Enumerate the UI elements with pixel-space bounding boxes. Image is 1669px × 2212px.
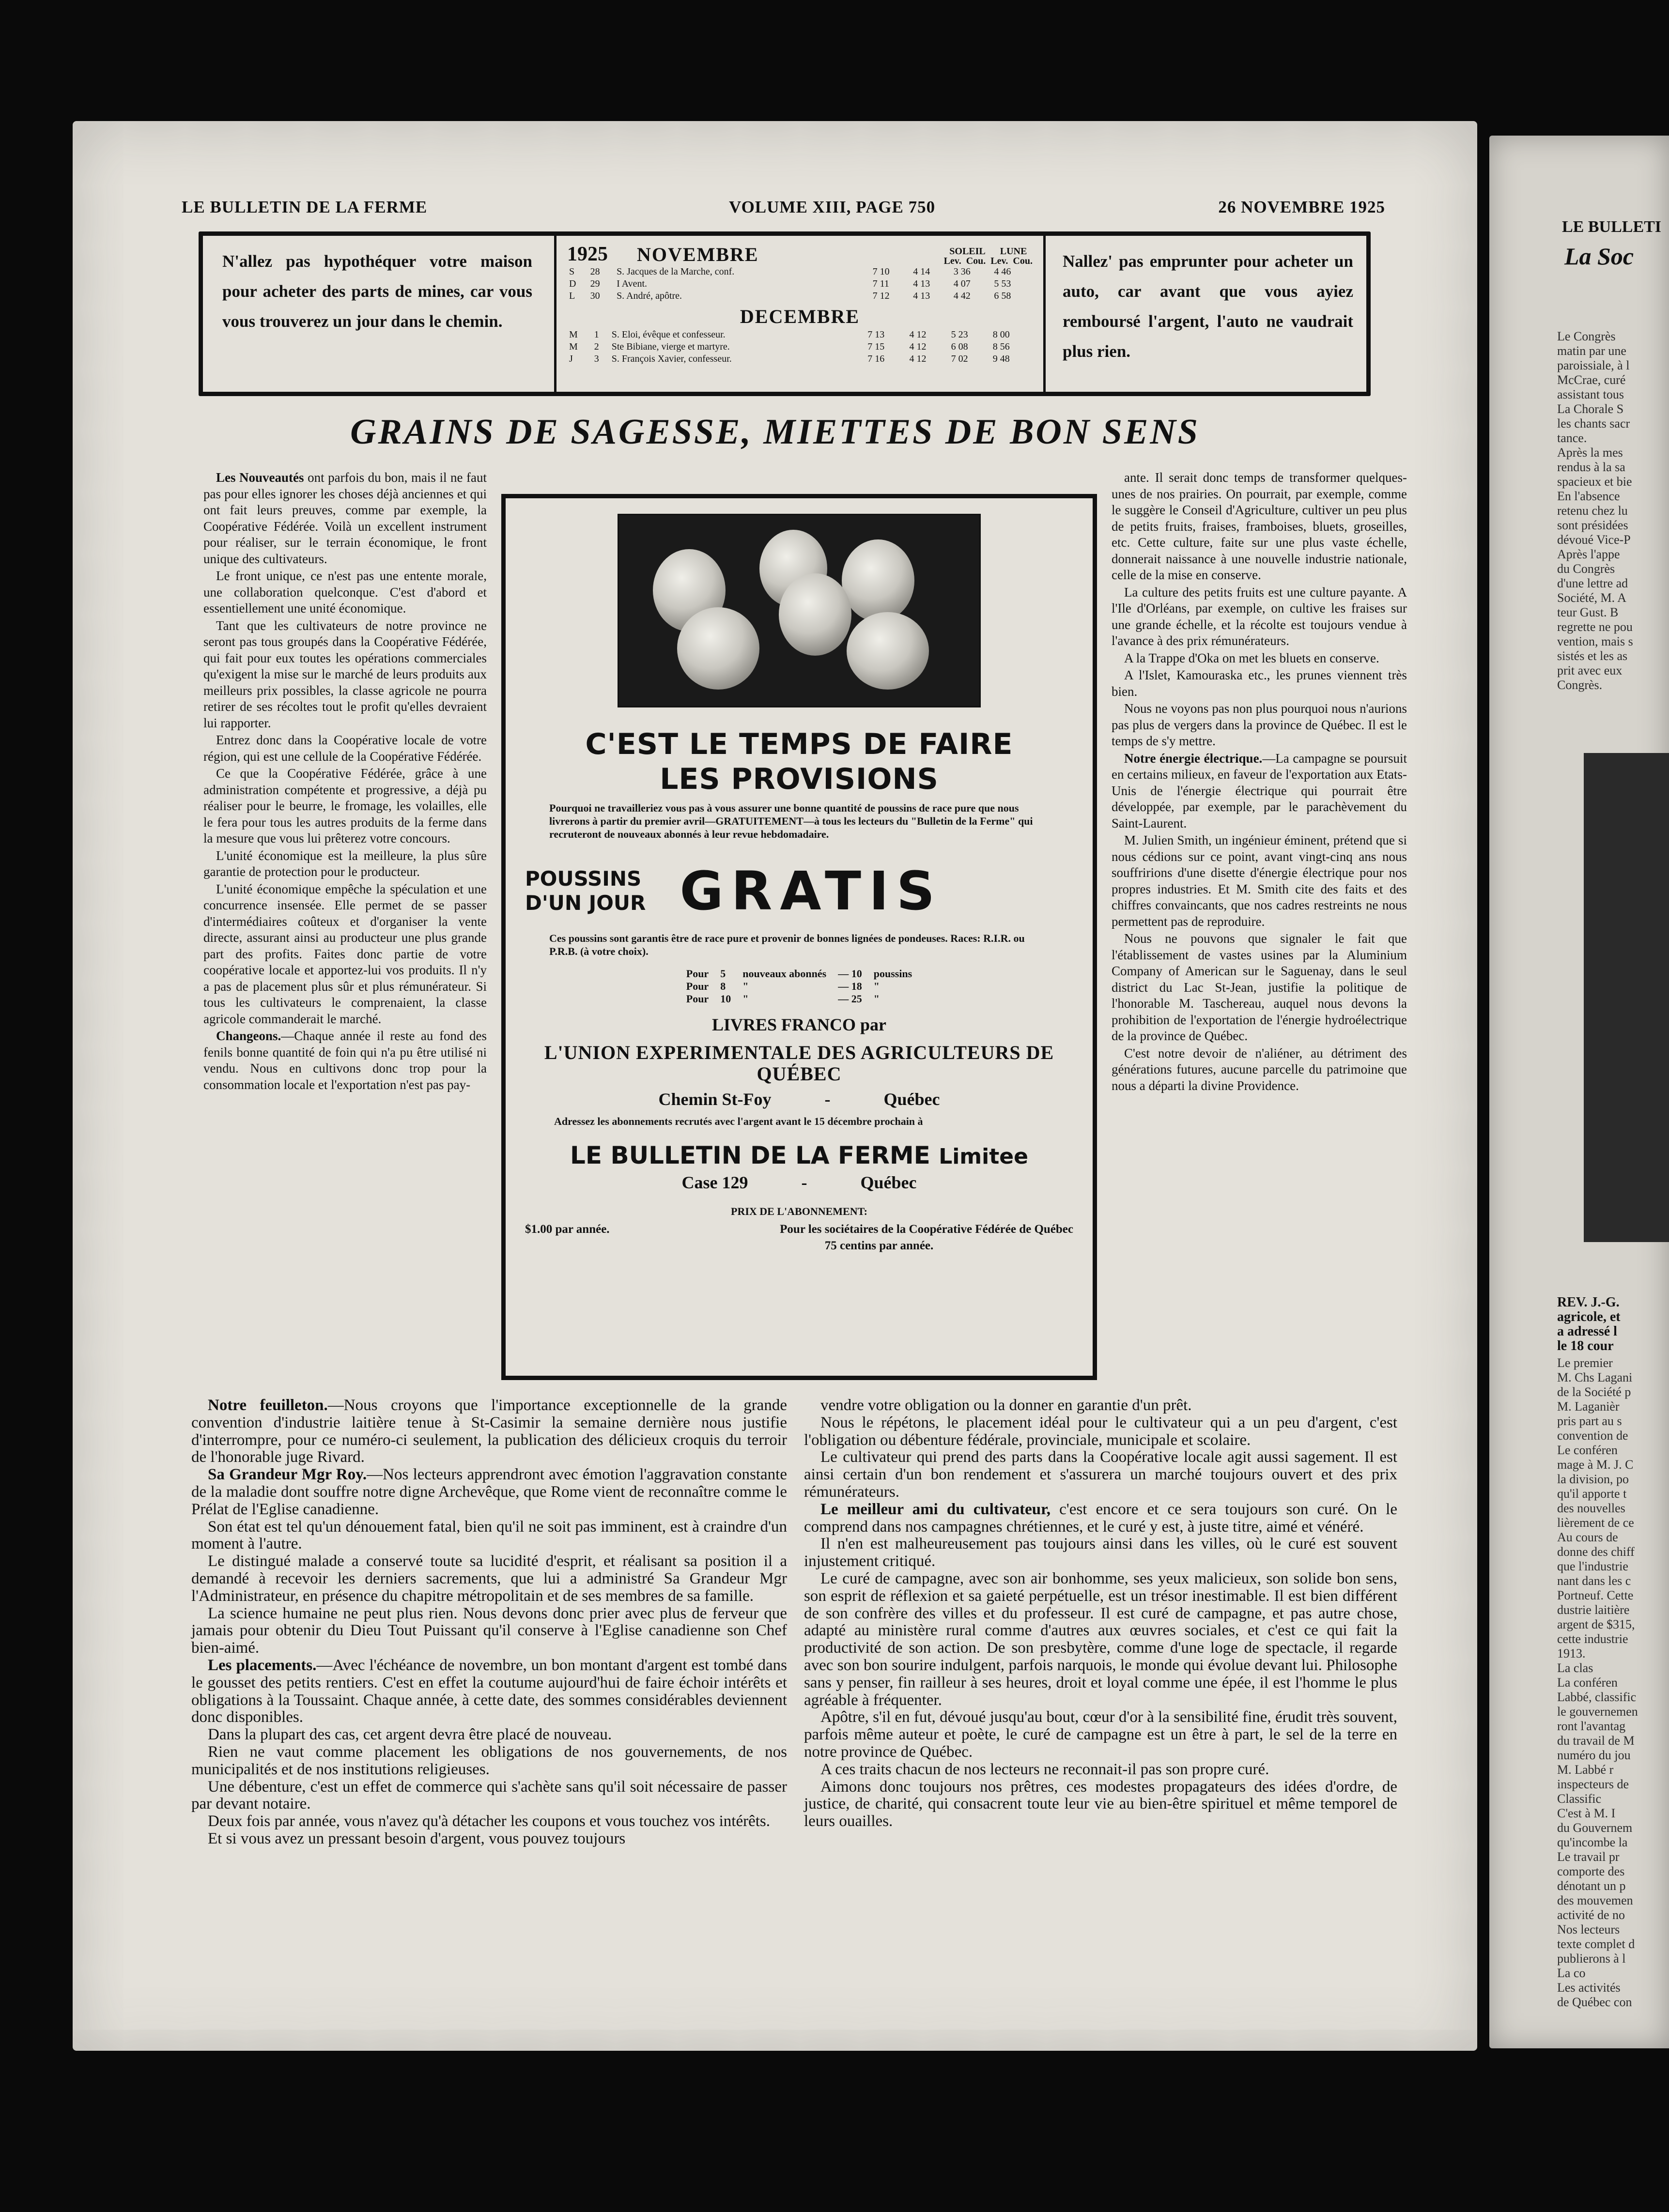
- calendar-cell: 4 42: [953, 291, 971, 301]
- limitee: Limitee: [939, 1144, 1028, 1169]
- lower-right-paragraph-text: Il n'en est malheureusement pas toujours ainsi dans les villes, où le curé est souvent injustement critiqué.: [804, 1535, 1397, 1570]
- next-page-line: Classific: [1557, 1792, 1601, 1806]
- next-page-line: que l'industrie: [1557, 1559, 1628, 1573]
- lower-left-paragraph: [191, 1779, 787, 1813]
- calendar-cell: 3: [594, 353, 599, 364]
- calendar-cell: 29: [590, 278, 600, 289]
- next-page-line: mage à M. J. C: [1557, 1458, 1634, 1472]
- next-page-line: tance.: [1557, 431, 1587, 445]
- next-page-line: Les activités: [1557, 1981, 1621, 1995]
- right-column-paragraph-text: Nous ne voyons pas non plus pourquoi nous n'aurions pas plus de vergers dans la province de Québec. Il est le temps de s'y mettre.: [1112, 701, 1407, 748]
- next-page-line: spacieux et bie: [1557, 475, 1632, 489]
- next-page-line: d'une lettre ad: [1557, 576, 1628, 590]
- right-column-paragraph-text: A l'Islet, Kamouraska etc., les prunes viennent très bien.: [1112, 668, 1407, 699]
- lower-left-paragraph: [191, 1397, 787, 1466]
- offer-cell: 5: [720, 968, 726, 980]
- lower-right-column: [804, 1397, 1397, 1830]
- next-page-line: comporte des: [1557, 1864, 1625, 1878]
- right-column-paragraph-text: M. Julien Smith, un ingénieur éminent, prétend que si nous cédions sur ce point, avant vingt-cinq ans nous souffririons d'une disette d'énergie électrique pour nos propres industries. Et M. Smith cite des faits et des chiffres convaincants, que nos cadres restreints ne nous permettent pas de reproduire.: [1112, 833, 1407, 929]
- calendar-month-2: DECEMBRE: [740, 306, 860, 327]
- offer-cell: — 10: [838, 968, 862, 980]
- calendar-row: [567, 341, 1033, 353]
- calendar-cell: 4 12: [909, 341, 927, 352]
- calendar-cell: 1: [594, 329, 599, 340]
- ad-intro: Pourquoi ne travailleriez vous pas à vous assurer une bonne quantité de poussins de race pure que nous livrerons à partir du premier avril—GRATUITEMENT—à tous les lecteurs du "Bulletin de la Ferme" qui recruteront de nouveaux abonnés à leur revue hebdomadaire.: [549, 802, 1033, 840]
- next-page-line: inspecteurs de: [1557, 1777, 1629, 1791]
- lower-left-paragraph-text: Rien ne vaut comme placement les obligations de nos gouvernements, de nos municipalités et de nos institutions religieuses.: [191, 1743, 787, 1778]
- lower-left-paragraph: [191, 1553, 787, 1605]
- right-column-paragraph: [1112, 667, 1407, 700]
- lower-right-paragraph: [804, 1779, 1397, 1830]
- next-page-line: M. Laganièr: [1557, 1399, 1620, 1413]
- next-page-line: qu'il apporte t: [1557, 1487, 1627, 1501]
- lower-right-paragraph-text: Le cultivateur qui prend des parts dans la Coopérative locale agit aussi sagement. Il est ainsi certain d'un bon rendement et s'assurera un marché toujours ouvert et des prix rémunérateurs.: [804, 1448, 1397, 1501]
- next-page-line: numéro du jou: [1557, 1748, 1631, 1762]
- lower-left-paragraph-text: Le distingué malade a conservé toute sa lucidité d'esprit, et réalisant sa position il a demandé à recevoir les derniers sacrements, que lui a administré Sa Grandeur Mgr l'Administrateur, en présence du chapitre métropolitain et de ses membres de sa famille.: [191, 1552, 787, 1605]
- next-page-line: les chants sacr: [1557, 416, 1630, 430]
- next-page-line: la division, po: [1557, 1472, 1629, 1486]
- adjacent-page-edge: [1489, 136, 1669, 2048]
- masthead-date: 26 NOVEMBRE 1925: [1218, 198, 1385, 216]
- col-lev-1: Lev.: [943, 256, 961, 266]
- right-column-paragraph-text: Nous ne pouvons que signaler le fait que l'établissement de vastes usines par la Aluminium Company of American sur le Saguenay, dans le seul district du Lac St-Jean, justifie la politique de l'honorable M. Taschereau, auquel nous devons la prohibition de l'exportation de l'énergie hydroélectrique de la province de Québec.: [1112, 931, 1407, 1043]
- lower-left-paragraph-text: La science humaine ne peut plus rien. Nous devons donc prier avec plus de ferveur que jamais pour obtenir du Dieu Tout Puissant qu'il conserve à l'Eglise canadienne son Chef bien-aimé.: [191, 1604, 787, 1657]
- offer-cell: ": [873, 980, 880, 992]
- calendar-cell: 5 53: [994, 278, 1011, 289]
- next-page-line: Après la mes: [1557, 445, 1623, 460]
- next-page-line: Labbé, classific: [1557, 1690, 1637, 1704]
- right-column-paragraph-text: C'est notre devoir de n'aliéner, au détriment des générations futures, aucune parcelle du patrimoine que nous a départi la divine Providence.: [1112, 1045, 1407, 1093]
- calendar-cell: 3 36: [953, 266, 971, 277]
- next-page-line: de Québec con: [1557, 1995, 1632, 2009]
- calendar-cell: M: [569, 329, 578, 340]
- left-column-paragraph: [203, 470, 487, 567]
- calendar-row: [567, 353, 1033, 365]
- prix-line-3: 75 centins par année.: [824, 1239, 934, 1252]
- next-page-line: convention de: [1557, 1429, 1628, 1443]
- next-page-line: cette industrie: [1557, 1632, 1628, 1646]
- gratis: GRATIS: [680, 860, 943, 922]
- next-page-line: M. Chs Lagani: [1557, 1370, 1633, 1384]
- calendar-cell: 7 12: [872, 291, 890, 301]
- masthead: [182, 198, 1385, 219]
- offer-row: [680, 993, 918, 1005]
- ad-box: [501, 494, 1097, 1380]
- chemin: Chemin St-Foy: [658, 1090, 772, 1109]
- right-column-paragraph: [1112, 751, 1407, 832]
- lower-right-paragraph: [804, 1449, 1397, 1501]
- offer-cell: Pour: [686, 968, 709, 980]
- next-page-line: retenu chez lu: [1557, 504, 1628, 518]
- next-page-line: La clas: [1557, 1661, 1593, 1675]
- offer-cell: ": [742, 980, 749, 992]
- calendar-cell: 6 58: [994, 291, 1011, 301]
- next-page-line: regrette ne pou: [1557, 620, 1633, 634]
- next-page-line: Le travail pr: [1557, 1850, 1620, 1864]
- offer-cell: — 25: [838, 993, 862, 1005]
- next-page-line: Congrès.: [1557, 678, 1603, 692]
- offer-cell: 8: [720, 980, 726, 992]
- calendar-table-2: [567, 329, 1033, 365]
- offer-cell: nouveaux abonnés: [742, 968, 827, 980]
- next-caption-3: a adressé l: [1557, 1324, 1617, 1339]
- lower-left-paragraph-text: —Avec l'échéance de novembre, un bon montant d'argent est tombé dans le gousset des petits rentiers. C'est en effet la coutume aujourd'hui de faire échoir intérêts et obligations à la Toussaint. Chaque année, à cette date, des sommes considérables deviennent donc disponibles.: [191, 1656, 787, 1726]
- right-column-paragraph: [1112, 584, 1407, 649]
- lower-right-paragraph-text: c'est encore et ce sera toujours son curé. On le comprend dans nos campagnes chrétiennes, et le curé y est, à juste titre, aimé et vénéré.: [804, 1500, 1397, 1536]
- calendar: [554, 236, 1046, 392]
- calendar-cell: 5 23: [951, 329, 968, 340]
- lower-left-paragraph: [191, 1657, 787, 1726]
- offer-row: [680, 968, 918, 980]
- calendar-row: [567, 266, 1033, 278]
- dash-1: -: [824, 1090, 831, 1109]
- next-page-line: pris part au s: [1557, 1414, 1622, 1428]
- left-column-paragraph: [203, 881, 487, 1028]
- right-column-paragraph: [1112, 650, 1407, 667]
- next-page-line: La conféren: [1557, 1675, 1618, 1690]
- calendar-cell: 4 07: [953, 278, 971, 289]
- calendar-cell: S. Eloi, évêque et confesseur.: [611, 329, 726, 340]
- next-page-line: McCrae, curé: [1557, 373, 1626, 387]
- right-column-paragraph-text: —La campagne se poursuit en certains milieux, en faveur de l'exportation aux Etats-Unis de l'énergie électrique qui pourrait être développée, par exemple, par le parachèvement du Saint-Laurent.: [1112, 751, 1407, 830]
- calendar-cell: 7 16: [867, 353, 885, 364]
- next-page-line: donne des chiff: [1557, 1545, 1635, 1559]
- next-page-line: 1913.: [1557, 1646, 1586, 1660]
- calendar-cell: 4 14: [913, 266, 930, 277]
- next-page-line: de la Société p: [1557, 1385, 1631, 1399]
- calendar-cell: 28: [590, 266, 600, 277]
- left-column-paragraph: [203, 618, 487, 732]
- calendar-cell: D: [569, 278, 576, 289]
- offer-cell: ": [742, 993, 749, 1005]
- offer-cell: Pour: [686, 980, 709, 992]
- next-caption-4: le 18 cour: [1557, 1338, 1614, 1353]
- lower-left-paragraph-text: Dans la plupart des cas, cet argent devra être placé de nouveau.: [208, 1726, 612, 1744]
- lower-left-paragraph: [191, 1813, 787, 1830]
- calendar-cell: S. Jacques de la Marche, conf.: [617, 266, 735, 277]
- calendar-cell: 30: [590, 291, 600, 301]
- next-page-line: prit avec eux: [1557, 663, 1623, 677]
- right-column-paragraph-text: ante. Il serait donc temps de transformer quelques-unes de nos prairies. On pourrait, par exemple, comme le suggère le Conseil d'Agriculture, cultiver un peu plus de petits fruits, fraises, framboises, bluets, groseilles, etc. Cette culture, faite sur une plus vaste échelle, donnerait naissance à une nouvelle industrie nationale, celle de la mise en conserve.: [1112, 470, 1407, 582]
- lower-left-paragraph-text: Deux fois par année, vous n'avez qu'à détacher les coupons et vous touchez vos intérêts.: [208, 1813, 771, 1830]
- next-page-line: paroissiale, à l: [1557, 358, 1630, 372]
- left-note: N'allez pas hypothéquer votre maison pour acheter des parts de mines, car vous vous trouverez un jour dans le chemin.: [222, 252, 532, 331]
- lower-left-paragraph-text: Son état est tel qu'un dénouement fatal, bien qu'il ne soit pas imminent, est à craindre d'un moment à l'autre.: [191, 1518, 787, 1553]
- next-page-line: dénotant un p: [1557, 1879, 1626, 1893]
- calendar-cell: 7 10: [872, 266, 890, 277]
- col-lune: LUNE: [1000, 246, 1027, 257]
- chicks-illustration: [618, 514, 981, 707]
- ad-title-line-2: LES PROVISIONS: [660, 762, 939, 796]
- col-lev-2: Lev.: [990, 256, 1008, 266]
- lower-right-paragraph-text: Le curé de campagne, avec son air bonhomme, ses yeux malicieux, son solide bon sens, son esprit de réflexion et sa gaieté perpétuelle, est un trésor inestimable. Il est bien différent de son confrère des villes et du professeur. Il est curé de campagne, et pas autre chose, adapté au ministère rural comme d'autres aux œuvres sociales, et c'est ce qui fait la productivité de son action. De son presbytère, comme d'une loge de spectacle, il regarde avec son bon sourire indulgent, parfois narquois, le monde qui évolue devant lui. Philosophe sans y penser, fin railleur à ses heures, droit et loyal comme une épée, il est l'homme le plus agréable à fréquenter.: [804, 1569, 1397, 1709]
- next-page-line: dévoué Vice-P: [1557, 533, 1631, 547]
- next-page-line: Le conféren: [1557, 1443, 1618, 1457]
- calendar-cell: 4 12: [909, 353, 927, 364]
- lower-right-paragraph-text: Nous le répétons, le placement idéal pour le cultivateur qui a un peu d'argent, c'est l'obligation ou débenture fédérale, provinciale, municipale et scolaire.: [804, 1413, 1397, 1449]
- bulletin-name: LE BULLETIN DE LA FERME: [570, 1141, 930, 1169]
- next-page-line: du travail de M: [1557, 1734, 1635, 1748]
- poussins-line-1: POUSSINS: [525, 867, 642, 891]
- lower-left-paragraph-lead: Les placements.: [208, 1656, 317, 1674]
- next-page-line: nant dans les c: [1557, 1574, 1631, 1588]
- col-cou-1: Cou.: [966, 256, 986, 266]
- next-page-line: des nouvelles: [1557, 1501, 1625, 1515]
- lower-left-paragraph-text: —Nos lecteurs apprendront avec émotion l'aggravation constante de la maladie dont souffre notre digne Archevêque, que Rome vient de reconnaître comme le Prélat de l'Eglise canadienne.: [191, 1466, 787, 1518]
- calendar-cell: 4 46: [994, 266, 1011, 277]
- ad-title-line-1: C'EST LE TEMPS DE FAIRE: [585, 727, 1013, 761]
- lower-right-paragraph-text: vendre votre obligation ou la donner en garantie d'un prêt.: [820, 1397, 1192, 1414]
- lower-left-paragraph-lead: Sa Grandeur Mgr Roy.: [208, 1466, 367, 1484]
- left-column-paragraph-text: ont parfois du bon, mais il ne faut pas pour elles ignorer les choses déjà anciennes et qui ont fait leurs preuves, comme par exemple, la Coopérative Fédérée. Voilà un excellent instrument pour réaliser, sur le terrain économique, le front unique des cultivateurs.: [203, 470, 487, 566]
- right-column-paragraph: [1112, 931, 1407, 1045]
- right-column-paragraph-lead: Notre énergie électrique.: [1124, 751, 1263, 766]
- calendar-table-1: [567, 266, 1033, 302]
- lower-right-paragraph-text: Aimons donc toujours nos prêtres, ces modestes propagateurs des idées d'ordre, de justice, de charité, qui consacrent toute leur vie au bien-être spirituel et même temporel de leurs ouailles.: [804, 1778, 1397, 1830]
- next-page-line: Portneuf. Cette: [1557, 1588, 1634, 1602]
- poussins-line-2: D'UN JOUR: [525, 891, 646, 915]
- calendar-row: [567, 329, 1033, 341]
- next-page-line: teur Gust. B: [1557, 605, 1619, 619]
- next-page-line: argent de $315,: [1557, 1617, 1635, 1631]
- calendar-cell: 7 11: [872, 278, 889, 289]
- union-name: L'UNION EXPERIMENTALE DES AGRICULTEURS DE QUÉBEC: [544, 1042, 1054, 1085]
- calendar-cell: 2: [594, 341, 599, 352]
- prix-title: PRIX DE L'ABONNEMENT:: [731, 1205, 867, 1217]
- lower-right-paragraph-text: A ces traits chacun de nos lecteurs ne reconnait-il pas son propre curé.: [820, 1760, 1269, 1778]
- lower-right-paragraph: [804, 1709, 1397, 1761]
- lower-left-paragraph: [191, 1466, 787, 1518]
- headline: GRAINS DE SAGESSE, MIETTES DE BON SENS: [350, 412, 1200, 452]
- calendar-cell: 4 13: [913, 291, 930, 301]
- calendar-cell: I Avent.: [617, 278, 648, 289]
- next-page-line: matin par une: [1557, 344, 1626, 358]
- next-page-line: du Gouvernem: [1557, 1821, 1633, 1835]
- calendar-month-1: NOVEMBRE: [637, 244, 759, 265]
- calendar-cell: Ste Bibiane, vierge et martyre.: [611, 341, 730, 352]
- left-column-paragraph-text: L'unité économique est la meilleure, la plus sûre garantie de protection pour le producteur.: [203, 848, 487, 879]
- offer-cell: poussins: [873, 968, 912, 980]
- col-cou-2: Cou.: [1013, 256, 1033, 266]
- next-page-line: Après l'appe: [1557, 547, 1620, 561]
- next-page-line: lièrement de ce: [1557, 1516, 1634, 1530]
- next-page-line: du Congrès: [1557, 562, 1615, 576]
- calendar-cell: 7 02: [951, 353, 968, 364]
- calendar-cell: 7 13: [867, 329, 885, 340]
- offer-row: [680, 980, 918, 993]
- next-page-line: activité de no: [1557, 1908, 1625, 1922]
- calendar-cell: S. François Xavier, confesseur.: [611, 353, 732, 364]
- offer-cell: ": [873, 993, 880, 1005]
- calendar-year: 1925: [567, 243, 608, 265]
- lower-right-paragraph-lead: Le meilleur ami du cultivateur,: [820, 1500, 1051, 1518]
- calendar-cell: S: [569, 266, 575, 277]
- lower-right-paragraph: [804, 1570, 1397, 1709]
- lower-left-paragraph: [191, 1744, 787, 1779]
- lower-right-paragraph: [804, 1501, 1397, 1536]
- next-page-line: vention, mais s: [1557, 634, 1633, 648]
- next-photo: [1584, 753, 1669, 1242]
- next-title: La Soc: [1564, 243, 1634, 270]
- offers-table: [680, 968, 918, 1005]
- lower-left-paragraph-text: —Nous croyons que l'importance exceptionnelle de la grande convention d'industrie laitière tenue à St-Casimir la semaine dernière nous justifie d'interrompre, pour ce numéro-ci seulement, la publication des délicieux croquis du terroir de l'honorable juge Rivard.: [191, 1397, 787, 1466]
- left-column-paragraph: [203, 1028, 487, 1093]
- prix-line-2: Pour les sociétaires de la Coopérative Fédérée de Québec: [780, 1223, 1073, 1236]
- calendar-cell: 4 12: [909, 329, 927, 340]
- prix-line-1: $1.00 par année.: [525, 1223, 610, 1236]
- offer-cell: Pour: [686, 993, 709, 1005]
- left-column-paragraph-text: L'unité économique empêche la spéculation et une concurrence insensée. Elle permet de se passer d'intermédiaires coûteux et d'organiser la vente directe, assurant ainsi au producteur une plus grande part des profits. Faites donc partie de votre coopérative locale et apportez-lui vos produits. Il n'y a pas de placement plus sûr et plus rémunérateur. Si tous les cultivateurs le comprenaient, la classe agricole commanderait le marché.: [203, 881, 487, 1026]
- left-column-paragraph-text: Ce que la Coopérative Fédérée, grâce à une administration compétente et progressive, a déjà pu réaliser pour le beurre, le fromage, les volailles, elle le fera pour tous les autres produits de la ferme dans la mesure que vous lui prêterez votre concours.: [203, 766, 487, 845]
- calendar-cell: 6 08: [951, 341, 968, 352]
- next-caption-2: agricole, et: [1557, 1309, 1621, 1324]
- lower-right-paragraph: [804, 1397, 1397, 1414]
- next-page-line: dustrie laitière: [1557, 1603, 1630, 1617]
- calendar-cell: 9 48: [992, 353, 1010, 364]
- next-page-line: Société, M. A: [1557, 591, 1626, 605]
- ad-guarantee: Ces poussins sont garantis être de race pure et provenir de bonnes lignées de pondeuses. Races: R.I.R. ou P.R.B. (à votre choix).: [549, 932, 1025, 957]
- next-page-line: ront l'avantag: [1557, 1719, 1626, 1733]
- left-column-paragraph: [203, 848, 487, 880]
- calendar-cell: L: [569, 291, 575, 301]
- next-page-line: assistant tous: [1557, 387, 1624, 401]
- next-page-line: texte complet d: [1557, 1937, 1635, 1951]
- left-column: [203, 470, 487, 1094]
- calendar-cell: 4 13: [913, 278, 930, 289]
- next-page-line: publierons à l: [1557, 1951, 1626, 1966]
- next-page-line: La Chorale S: [1557, 402, 1624, 416]
- left-column-paragraph-text: Entrez donc dans la Coopérative locale de votre région, qui est une cellule de la Coopérative Fédérée.: [203, 733, 487, 764]
- masthead-title: LE BULLETIN DE LA FERME: [182, 198, 428, 216]
- calendar-cell: S. André, apôtre.: [617, 291, 682, 301]
- lower-left-paragraph-lead: Notre feuilleton.: [208, 1397, 328, 1414]
- lower-left-paragraph: [191, 1605, 787, 1657]
- right-column-paragraph: [1112, 701, 1407, 750]
- next-column-1: [1557, 329, 1669, 692]
- lower-left-paragraph-text: Une débenture, c'est un effet de commerce qui s'achète sans qu'il soit nécessaire de passer par devant notaire.: [191, 1778, 787, 1813]
- lower-left-paragraph: [191, 1519, 787, 1553]
- offer-cell: 10: [720, 993, 731, 1005]
- lower-left-paragraph: [191, 1830, 787, 1848]
- left-column-paragraph-lead: Les Nouveautés: [216, 470, 304, 485]
- masthead-volume: VOLUME XIII, PAGE 750: [729, 198, 936, 216]
- lower-left-paragraph-text: Et si vous avez un pressant besoin d'argent, vous pouvez toujours: [208, 1829, 626, 1847]
- dash-2: -: [801, 1173, 807, 1192]
- offer-cell: — 18: [838, 980, 862, 992]
- next-page-line: En l'absence: [1557, 489, 1620, 503]
- calendar-cell: 7 15: [867, 341, 885, 352]
- next-page-line: qu'incombe la: [1557, 1835, 1628, 1849]
- lower-right-paragraph: [804, 1761, 1397, 1779]
- left-column-paragraph-lead: Changeons.: [216, 1029, 281, 1043]
- right-column-paragraph: [1112, 832, 1407, 930]
- next-column-2: [1557, 1356, 1669, 2010]
- col-soleil: SOLEIL: [949, 246, 986, 257]
- right-column-paragraph: [1112, 470, 1407, 584]
- left-column-paragraph-text: Tant que les cultivateurs de notre province ne seront pas tous groupés dans la Coopérative Fédérée, qui fait pour eux toutes les opérations commerciales qu'exigent la mise sur le marché de leurs produits aux meilleurs prix possibles, la classe agricole ne pourra retirer de ses récoltes tout le profit qu'elles devraient lui rapporter.: [203, 618, 487, 730]
- left-column-paragraph: [203, 732, 487, 765]
- lower-right-paragraph: [804, 1536, 1397, 1570]
- lower-right-paragraph-text: Apôtre, s'il en fut, dévoué jusqu'au bout, cœur d'or à la sensibilité fine, érudit très souvent, parfois même auteur et poète, le curé de campagne est un être à part, le sel de la terre en notre province de Québec.: [804, 1708, 1397, 1761]
- next-caption-1: REV. J.-G.: [1557, 1295, 1620, 1310]
- calendar-cell: M: [569, 341, 578, 352]
- calendar-cell: 8 56: [992, 341, 1010, 352]
- lower-right-paragraph: [804, 1414, 1397, 1449]
- right-note: Nallez' pas emprunter pour acheter un auto, car avant que vous ayiez remboursé l'argent, l'auto ne vaudrait plus rien.: [1063, 252, 1353, 361]
- left-column-paragraph: [203, 766, 487, 847]
- next-page-line: sont présidées: [1557, 518, 1628, 532]
- left-column-paragraph: [203, 568, 487, 617]
- top-box: [199, 231, 1371, 396]
- next-page-line: La co: [1557, 1966, 1586, 1980]
- quebec-2: Québec: [860, 1173, 917, 1192]
- next-page-line: le gouvernemen: [1557, 1705, 1638, 1719]
- next-page-line: C'est à M. I: [1557, 1806, 1616, 1820]
- calendar-row: [567, 290, 1033, 302]
- calendar-cell: 8 00: [992, 329, 1010, 340]
- next-page-line: sistés et les as: [1557, 649, 1628, 663]
- next-page-line: M. Labbé r: [1557, 1763, 1614, 1777]
- quebec-1: Québec: [883, 1090, 940, 1109]
- right-column-paragraph-text: A la Trappe d'Oka on met les bluets en conserve.: [1124, 650, 1379, 665]
- right-column-paragraph: [1112, 1045, 1407, 1094]
- left-column-paragraph-text: Le front unique, ce n'est pas une entente morale, une collaboration quelconque. C'est d'abord et essentiellement une unité économique.: [203, 568, 487, 615]
- next-page-line: Nos lecteurs: [1557, 1922, 1620, 1936]
- next-page-line: rendus à la sa: [1557, 460, 1625, 474]
- right-column-paragraph-text: La culture des petits fruits est une culture payante. A l'Ile d'Orléans, par exemple, on cultive les fraises sur une grande échelle, et la récolte est toujours vendue à l'avance à des prix rémunérateurs.: [1112, 584, 1407, 648]
- newspaper-page: [73, 121, 1477, 2051]
- next-masthead: LE BULLETI: [1562, 218, 1662, 236]
- calendar-cell: J: [569, 353, 573, 364]
- calendar-row: [567, 278, 1033, 290]
- livres-franco: LIVRES FRANCO par: [711, 1015, 887, 1034]
- lower-left-column: [191, 1397, 787, 1848]
- right-column: [1112, 470, 1407, 1095]
- next-page-line: Le Congrès: [1557, 329, 1616, 343]
- next-page-line: des mouvemen: [1557, 1893, 1633, 1907]
- next-page-line: Au cours de: [1557, 1530, 1618, 1544]
- left-column-paragraph-text: —Chaque année il reste au fond des fenils bonne quantité de foin qui n'a pu être utilisé ni vendu. Nous en cultivons donc trop pour la consommation locale et l'exportation n'est pas pay-: [203, 1029, 487, 1092]
- lower-left-paragraph: [191, 1726, 787, 1744]
- adressez: Adressez les abonnements recrutés avec l'argent avant le 15 décembre prochain à: [554, 1115, 923, 1127]
- next-page-line: Le premier: [1557, 1356, 1613, 1370]
- case-number: Case 129: [681, 1173, 748, 1192]
